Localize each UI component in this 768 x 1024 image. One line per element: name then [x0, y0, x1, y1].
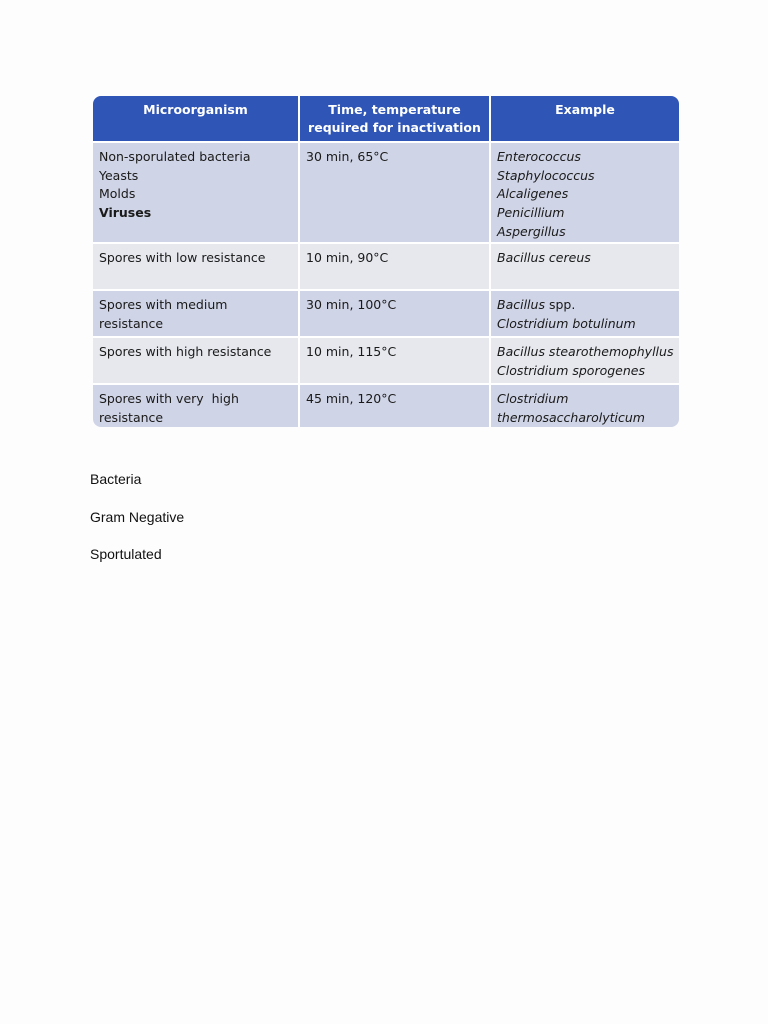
- microorganism-line: Non-sporulated bacteria: [99, 149, 251, 164]
- example-line: thermosaccharolyticum: [497, 409, 645, 425]
- cell-microorganism: Spores with medium resistance: [93, 290, 299, 337]
- inactivation-table: [93, 96, 679, 427]
- cell-microorganism: Spores with low resistance: [93, 243, 299, 290]
- example-line: Penicillium: [497, 205, 565, 221]
- microorganism-line: Yeasts: [99, 167, 139, 183]
- cell-time-temperature: 10 min, 115°C: [299, 337, 490, 384]
- example-line: Clostridium botulinum: [497, 315, 636, 331]
- cell-time-temperature: 30 min, 65°C: [299, 142, 490, 243]
- cell-example: [490, 243, 679, 290]
- example-line: Alcaligenes: [497, 186, 569, 202]
- cell-time-temperature: 30 min, 100°C: [299, 290, 490, 337]
- header-microorganism: Microorganism: [93, 96, 299, 142]
- example-line: Bacillus stearothemophyllus: [497, 344, 674, 359]
- cell-example: [490, 142, 679, 243]
- cell-microorganism: [93, 384, 299, 427]
- table-row: [93, 290, 679, 337]
- header-time-temperature: Time, temperature required for inactivation: [299, 96, 490, 142]
- microorganism-line: Molds: [99, 186, 136, 202]
- table-row: [93, 142, 679, 243]
- example-line: Staphylococcus: [497, 167, 595, 183]
- table-row: [93, 384, 679, 427]
- cell-time-temperature: 45 min, 120°C: [299, 384, 490, 427]
- example-line: Enterococcus: [497, 149, 581, 164]
- notes-list: [90, 471, 184, 562]
- cell-example: [490, 337, 679, 384]
- example-genus: Bacillus: [497, 297, 545, 312]
- table-row: [93, 243, 679, 290]
- example-suffix: spp.: [544, 297, 576, 312]
- cell-example: [490, 290, 679, 337]
- table-row: [93, 337, 679, 384]
- cell-microorganism: Spores with high resistance: [93, 337, 299, 384]
- microorganism-line: Spores with very high: [99, 391, 239, 406]
- microorganism-line: resistance: [99, 409, 164, 425]
- example-line: Bacillus cereus: [497, 250, 591, 265]
- example-line: Clostridium: [497, 391, 569, 406]
- cell-time-temperature: 10 min, 90°C: [299, 243, 490, 290]
- cell-microorganism: [93, 142, 299, 243]
- example-line: Aspergillus: [497, 223, 566, 239]
- example-line: Clostridium sporogenes: [497, 362, 645, 378]
- note-gram-negative: Gram Negative: [90, 509, 185, 525]
- microorganism-line: Viruses: [99, 205, 152, 221]
- note-bacteria: Bacteria: [90, 471, 142, 487]
- table-header-row: [93, 96, 679, 142]
- header-example: Example: [490, 96, 679, 142]
- example-line: [497, 296, 673, 315]
- cell-example: [490, 384, 679, 427]
- note-sportulated: Sportulated: [90, 546, 162, 562]
